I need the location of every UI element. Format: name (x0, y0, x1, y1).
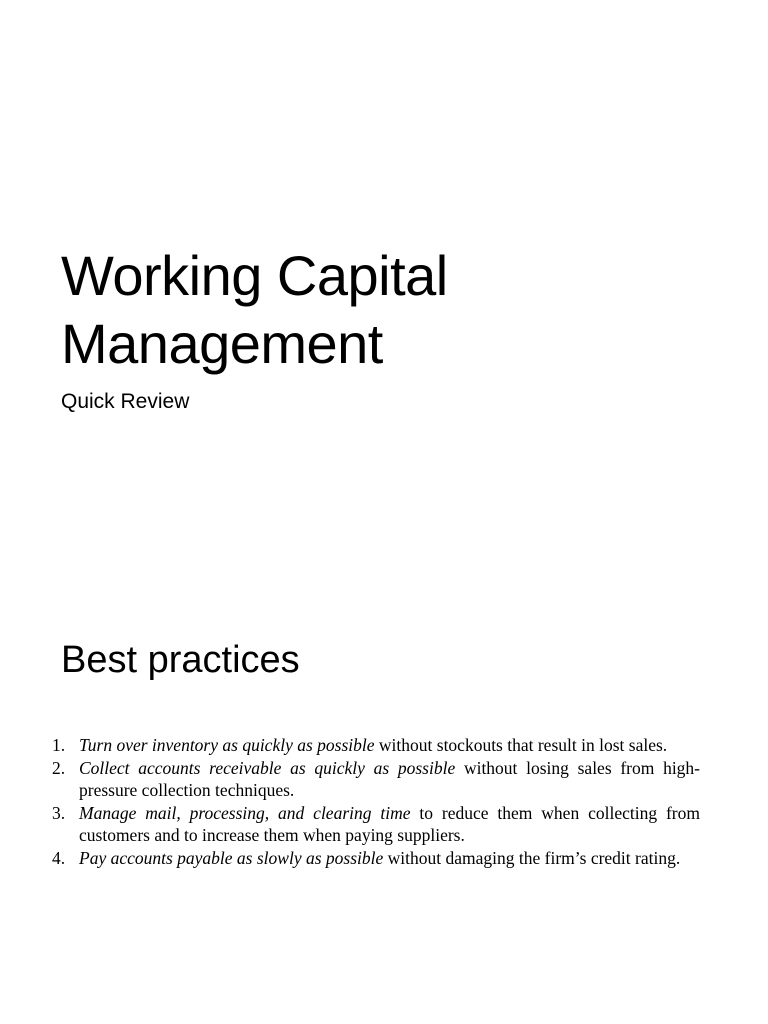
page-title (61, 242, 701, 378)
list-item-number: 1. (52, 735, 66, 755)
list-item-emphasis: Manage mail, processing, and clearing time (79, 802, 411, 823)
section-heading: Best practices (61, 639, 300, 681)
list-item-text: to reduce them when collecting from customers and to increase them when paying suppliers. (79, 802, 700, 845)
list-item-text: without damaging the firm’s credit rating. (383, 847, 681, 868)
list-item (52, 802, 700, 847)
list-item-text: without stockouts that result in lost sales. (374, 735, 668, 755)
list-item-emphasis: Pay accounts payable as slowly as possible (79, 847, 384, 868)
list-item-emphasis: Turn over inventory as quickly as possible (79, 735, 375, 755)
page-title-line-1: Working Capital (61, 244, 448, 307)
page-title-line-2: Management (61, 312, 383, 375)
list-item-number: 3. (52, 802, 66, 823)
list-item (52, 847, 700, 870)
list-item-number: 2. (52, 757, 66, 778)
list-item-emphasis: Collect accounts receivable as quickly as possible (79, 757, 456, 778)
list-item (52, 734, 700, 757)
list-item-number: 4. (52, 847, 66, 868)
page-subtitle: Quick Review (61, 390, 190, 413)
list-item-text: without losing sales from high-pressure collection techniques. (79, 757, 701, 800)
list-item (52, 757, 700, 802)
best-practices-list (52, 734, 700, 869)
